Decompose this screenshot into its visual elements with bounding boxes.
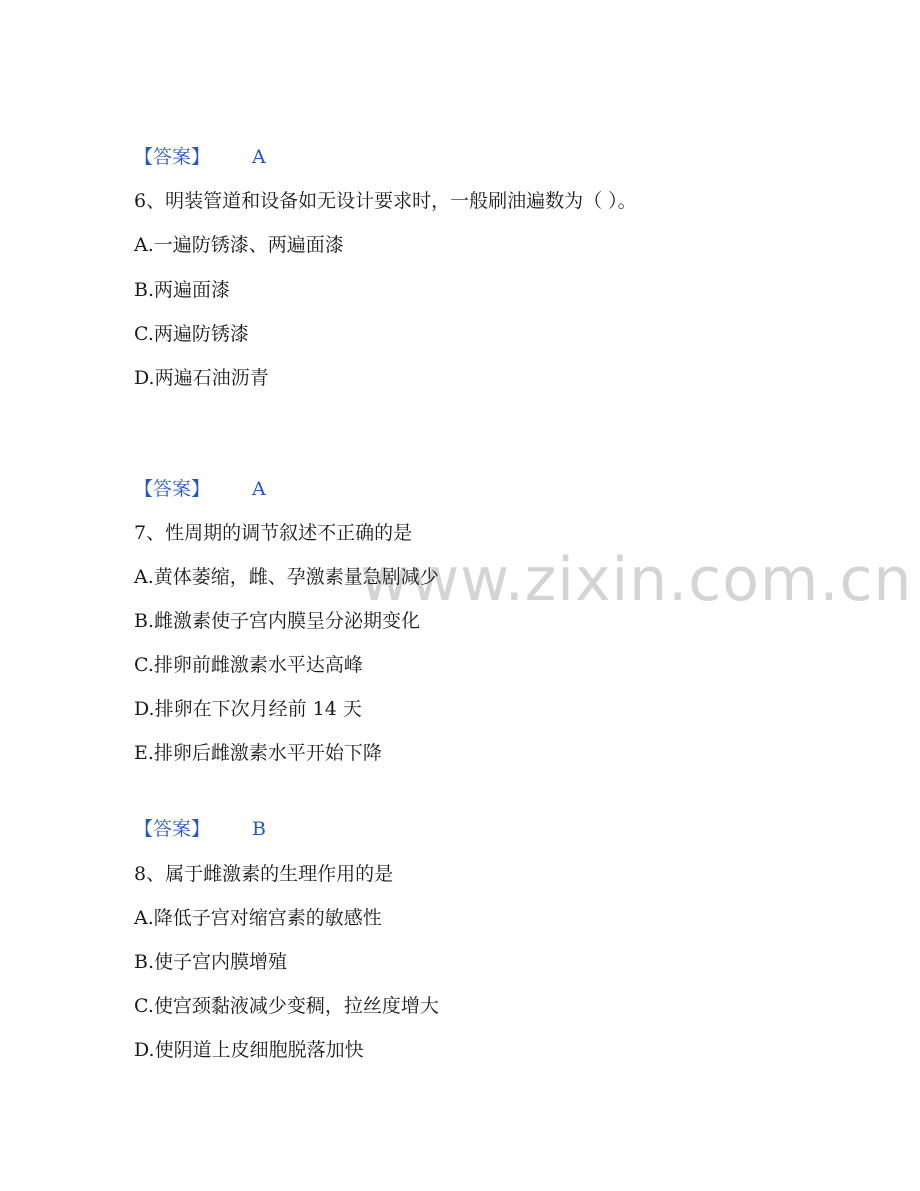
option-c: C.两遍防锈漆 [134, 323, 249, 345]
option-b: B.雌激素使子宫内膜呈分泌期变化 [134, 610, 421, 632]
question-text: 7、性周期的调节叙述不正确的是 [134, 522, 413, 544]
watermark: www.zixin.com.cn [360, 545, 913, 615]
answer-tag: 【答案】 [134, 146, 211, 168]
question-text: 6、明装管道和设备如无设计要求时，一般刷油遍数为（ ）。 [134, 190, 637, 212]
answer-line [134, 477, 266, 501]
answer-line [134, 817, 266, 841]
option-e: E.排卵后雌激素水平开始下降 [134, 742, 382, 764]
option-a: A.降低子宫对缩宫素的敏感性 [134, 907, 382, 929]
answer-tag: 【答案】 [134, 478, 211, 500]
option-d: D.两遍石油沥青 [134, 367, 269, 389]
option-a: A.一遍防锈漆、两遍面漆 [134, 234, 344, 256]
option-d: D.排卵在下次月经前 14 天 [134, 698, 362, 720]
option-a: A.黄体萎缩，雌、孕激素量急剧减少 [134, 566, 439, 588]
question-text: 8、属于雌激素的生理作用的是 [134, 863, 394, 885]
answer-value: A [252, 478, 266, 500]
answer-value: A [252, 146, 266, 168]
option-b: B.使子宫内膜增殖 [134, 951, 288, 973]
answer-line [134, 145, 266, 169]
option-d: D.使阴道上皮细胞脱落加快 [134, 1039, 364, 1061]
option-c: C.排卵前雌激素水平达高峰 [134, 654, 363, 676]
option-c: C.使宫颈黏液减少变稠，拉丝度增大 [134, 995, 439, 1017]
answer-value: B [252, 818, 266, 840]
option-b: B.两遍面漆 [134, 279, 231, 301]
answer-tag: 【答案】 [134, 818, 211, 840]
